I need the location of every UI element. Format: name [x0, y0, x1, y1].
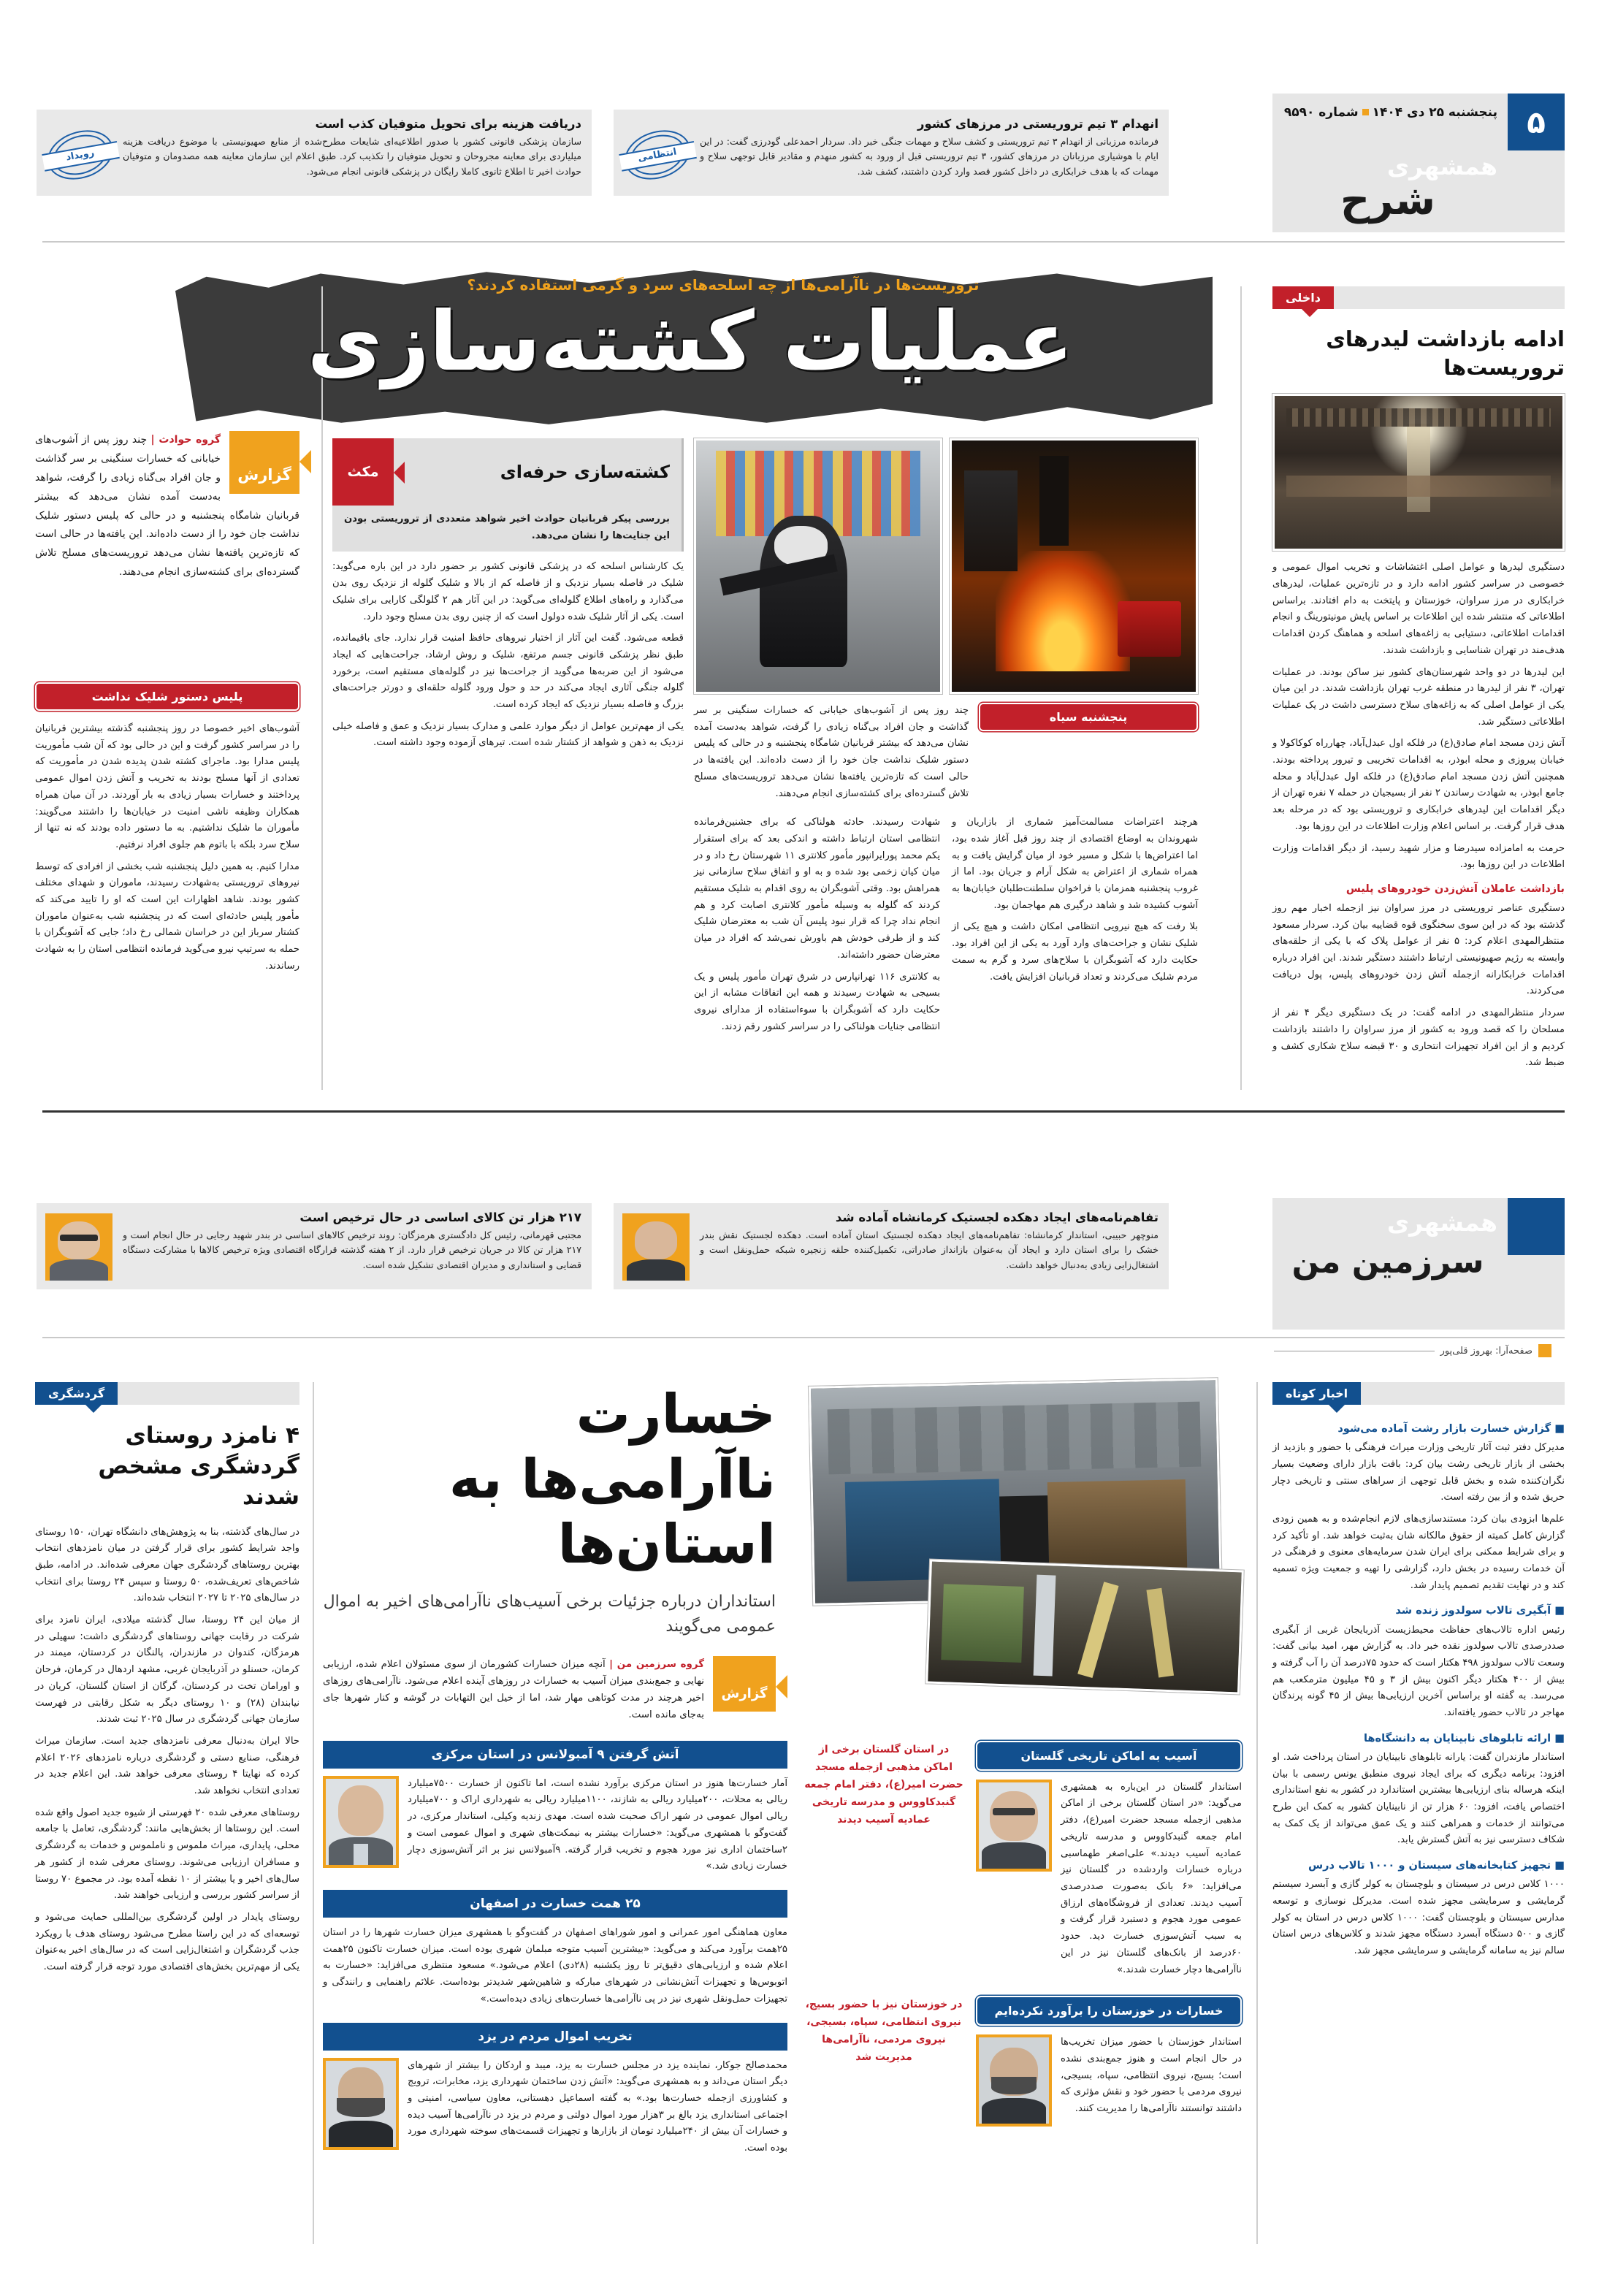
mid-b-1: به کلانتری ۱۱۶ تهرانپارس در شرق تهران مأمور پلیس و یک بسیجی به شهادت رسیدند و همه این اتفاقات مشابه از این حکایت دارد که آشوبگران با سوءاستفاده از مدارای نیروی انتظامی جنایات هولناکی را در سراسر کشور رقم زدند.	[694, 971, 941, 1032]
domestic-headline: ادامه بازداشت لیدرهای تروریست‌ها	[1326, 327, 1565, 381]
khuzestan-body: استاندار خوزستان با حضور میزان تخریب‌ها در حال انجام است و هنوز جمع‌بندی نشده است؛ بسیج، نیروی انتظامی، سپاه، بسیجی، نیروی مردمی با حضور خود و نقش مؤثری که داشتند توانستند ناآرامی‌ها را مدیریت کنند.	[1061, 2037, 1242, 2115]
headline-kicker: تروریست‌ها در ناآرامی‌ها از چه اسلحه‌های سرد و گرمی استفاده کردند؟	[467, 276, 980, 294]
short-news-tag-row	[1272, 1382, 1565, 1405]
portrait-markazi-governor	[323, 1776, 399, 1868]
designer-credit	[1274, 1344, 1551, 1357]
bottom-divider-top	[42, 1337, 1565, 1338]
domestic-tag-row	[1272, 286, 1565, 309]
mid-b-0: شهادت رسیدند. حادثه هولناکی که برای جشنین‌فرمانده انتظامی استان ارتباط داشته و اندکی بعد که برای استقرار یکم محمد پورایرانپور مأمور کلانتری ۱۱ شهرستان رخ داد و در میان کیان زخمی بود شده و به او و اتفاق سلاح سازمانی نیز همراهش بود. وقتی آشوبگران به روی اقدام به شلیک مستقیم کردند که گلوله به وسیله مأمور کلانتری اصابت کرد و هم انجام نداد چرا که قرار نبود پلیس آن شب به معترضان شلیک کند و از طرفی خودش هم باورش نمی‌شد که افراد در میان معترضان حضور داشته‌اند.	[694, 817, 940, 961]
top-news-body-2: سازمان پزشکی قانونی کشور با صدور اطلاعیه‌ای شایعات مطرح‌شده از منابع صهیونیستی با موضوع دریافت هزینه میلیاردی برای معاینه مجروحان و تحویل متوفیان را تکذیب کرد. طبق اعلام این سازمان معاینه همه مصدومان و متوفیان حوادث اخیر تا اطلاع ثانوی کاملا رایگان در پزشکی قانونی انجام می‌شود.	[123, 136, 581, 177]
damage-story	[323, 1382, 1242, 2157]
stamp-icon-1	[616, 118, 700, 192]
mid-caption-para: چند روز پس از آشوب‌های خیابانی که خسارات سنگینی بر سر گذاشت و جان افراد بی‌گناه زیادی را گرفت، شواهد به‌دست آمده نشان می‌دهد که بیشتر قربانیان شامگاه پنجشنبه و در حالی که پلیس دستور شلیک نداشت جان خود را از دست داده‌اند. این یافته‌ها در حالی است که تازه‌ترین یافته‌ها نشان می‌دهد تروریست‌های مسلح تلاش گسترده‌ای برای کشته‌سازی انجام می‌دهند.	[694, 705, 969, 799]
bottom-news-title-2: ۲۱۷ هزار تن کالای اساسی در حال ترخیص است	[299, 1210, 581, 1224]
short-news-head-0: ■ گزارش خسارت بازار رشت آماده می‌شود	[1272, 1419, 1565, 1438]
caption-khuzestan-detail: در خوزستان نیز با حضور بسیج، نیروی انتظامی، سپاه، بسیجی، نیروی مردمی، ناآرامی‌ها مدیریت شد	[805, 1999, 963, 2064]
page-number: ۵	[1508, 94, 1565, 150]
headline-main: عملیات کشته‌سازی	[307, 294, 1074, 389]
domestic-para-3: حرمت به امامزاده سیدرضا و مزار شهید رسید، از دیگر اقدامات وزارت اطلاعات در این روزها بود.	[1272, 842, 1565, 871]
report-group-label: گروه حوادث |	[150, 434, 221, 446]
damage-lead: آنچه میزان خسارات کشورمان از سوی مسئولان اعلام شده، ارزیابی نهایی و جمع‌بندی میزان آسیب به خسارات در روزهای آینده اعلام می‌شود. ناآرامی‌های روزهای اخیر هرچند در مدت کوتاهی مهار شد، اما از خیل این التهابات در گوشه و کنار شهرها جای به‌جای مانده است.	[323, 1658, 704, 1720]
blue-box-title-2: تخریب اموال مردم در یزد	[323, 2023, 787, 2051]
domestic-subhead: بازداشت عاملان آتش‌زدن خودروهای پلیس	[1345, 882, 1565, 895]
tourism-para-4: روستای پایدار در اولین گردشگری بین‌المللی حمایت می‌شود و توسعه‌ای که در این راستا مطرح می‌شود روستای هدف با رویکرد جذب گردشگران و اشتغال‌زایی است که در سال‌های اخیر به‌عنوان یکی از مهم‌ترین بخش‌های اقتصادی مورد توجه قرار گرفته است.	[35, 1912, 299, 1973]
bottom-news-box-1	[614, 1203, 1169, 1289]
stamp-icon-2	[39, 118, 123, 192]
divider-top	[42, 241, 1565, 243]
bottom-news-box-2	[37, 1203, 592, 1289]
issue-text: شماره ۹۵۹۰	[1283, 105, 1359, 120]
maks-lead: بررسی پیکر قربانیان حوادث اخیر شواهد متعددی از تروریستی بودن این جنایت‌ها را نشان می‌دهد.	[344, 514, 670, 541]
badge-report[interactable]: گزارش	[229, 431, 299, 494]
short-news-body-3: استاندار مازندران گفت: یارانه تابلوهای نابینایان در استان پرداخت شد. او افزود: برنامه دیگری که برای ایجاد نیروی منطبق یونس رسمی با بیان اینکه هرساله بنای ارزیابی‌ها بیشترین استاندارد در کشور به نفع استانداری اختصاص یافت، افزود: ۶۰ هزار تن از نابینایان کشور به کمک این طرح می‌توانند از خدمات و همراهی کنند و یک عمق می‌تواند از یک کمک به شکاف دسترسی نیز به آتش گسترش یابد.	[1272, 1751, 1565, 1846]
bottom-divider-left	[1256, 1382, 1258, 2244]
damage-photo-collage	[789, 1382, 1242, 1696]
top-news-title-1: انهدام ۳ تیم تروریستی در مرزهای کشور	[917, 117, 1159, 131]
blue-box-2	[323, 2023, 787, 2157]
caption-khuzestan: خسارات در خوزستان را برآورد نکرده‌ایم	[976, 1996, 1242, 2026]
blue-box-body-0: آمار خسارت‌ها هنوز در استان مرکزی برآورد نشده است، اما تاکنون از خسارت ۷۵۰۰میلیارد ریالی به محلات، ۲۰۰میلیارد ریالی به شازند، ۱۱۰۰میلیارد ریالی به شهرداری اراک و ۷۰۰میلیارد ریالی اموال عمومی در شهر اراک صحبت شده است. مهدی زندیه وکیلی، استاندار مرکزی، در گفت‌وگو با همشهری می‌گوید: «خسارات بیشتر به نیمکت‌های شهری و اموال عمومی است و ۲ساختمان اداری نیز مورد هجوم و تخریب قرار گرفته. ۹آمبولانس نیز بر اثر آتش‌سوزی دچار خسارت زیادی شد.»	[408, 1777, 788, 1872]
tourism-column	[35, 1382, 299, 1981]
bottom-news-body-2: مجتبی قهرمانی، رئیس کل دادگستری هرمزگان: روند ترخیص کالاهای اساسی در بندر شهید رجایی در حال انجام است و ۲۱۷ هزار تن کالا در جریان ترخیص قرار دارد. از ۲ هفته گذشته قرارگاه اقتصادی ویژه ترخیص کالاها با مشارکت دستگاه قضایی و استانداری و مدیران اقتصادی تشکیل شده است.	[123, 1229, 581, 1270]
tag-short-news[interactable]: اخبار کوتاه	[1272, 1382, 1361, 1405]
bottom-page-marker	[1508, 1198, 1565, 1255]
separator-square-icon	[1362, 109, 1369, 115]
report-para-1: مدارا کنیم. به همین دلیل پنجشنبه شب بخشی از افرادی که توسط نیروهای تروریستی به‌شهادت رسیدند، ماموران و شهدای مختلف کشور بودند. شاهد اظهارات این است که او را تایید می‌کند که مأمور پلیس حادثه‌ای است که در پنجشنبه شب به‌عنوان ماموران کشتار سرباز این در خراسان شمالی رخ داد؛ جایی که آشوبگران با حمله به سرتیپ نیرو می‌گوید فرمانده انتظامی استان را به شهادت رساندند.	[35, 861, 299, 972]
bottom-masthead	[1272, 1198, 1565, 1330]
blue-box-1	[323, 1890, 787, 2008]
damage-headline-block	[323, 1382, 776, 1723]
domestic-column	[1272, 286, 1565, 1077]
paper-logo: همشهری	[1386, 152, 1497, 180]
tourism-para-2: حالا ایران به‌دنبال معرفی نامزدهای جدید است. سازمان میراث فرهنگی، صنایع دستی و گردشگری درباره نامزدهای ۲۰۲۶ اعلام کرده که نهایتا ۴ روستای معرفی خواهد شد. این اعلام جدید در تعدادی انتخاب نخواهد شد.	[35, 1735, 300, 1797]
domestic-para2-0: دستگیری عناصر تروریستی در مرز سراوان نیز ازجمله اخبار مهم روز گذشته بود که در این سوی سخنگوی قوه قضاییه بیان کرد. سردار مسعود منتظرالمهدی اعلام کرد: ۵ نفر از عوامل پلاک که با یکی از حلقه‌های وابسته به رژیم صهیونیستی ارتباط داشتند دستگیر شدند. این افراد درباره اقدامات خرابکارانه ازجمله آتش زدن خودروهای پلیس، پول دریافت می‌کردند.	[1272, 902, 1565, 997]
tag-tourism[interactable]: گردشگری	[35, 1382, 118, 1405]
domestic-para-0: دستگیری لیدرها و عوامل اصلی اغتشاشات و تخریب اموال عمومی و خصوصی در سراسر کشور ادامه دارد و در تازه‌ترین عملیات، لیدرهای خرابکاری در مرز سراوان، خوزستان و پایتخت به دام افتادند. براساس اطلاعاتی که منتشر شده این اطلاعات بر اساس پایش مونیتورینگ و انجام اقدامات اطلاعاتی، دستیابی به زاغه‌های اسلحه و هماهنگ کردن اقدامات هدف‌مند در تهران شناسایی و بازداشت شدند.	[1272, 562, 1565, 656]
portrait-yazd-mp	[323, 2058, 399, 2150]
bottom-section-name: سرزمین من	[1291, 1243, 1484, 1281]
mid-a-0: هرچند اعتراضات مسالمت‌آمیز شماری از بازاریان و شهروندان به اوضاع اقتصادی از چند روز قبل آغاز شده بود، اما اعتراض‌ها با شکل و مسیر خود از میان گرایش یافت و به همراه شماری از اعتراض به شکل آرام و جریان بود. اما از غروب پنجشنبه همزمان با فراخوان سلطنت‌طلبان خیابان‌ها به آشوب کشیده شد و شاهد درگیری هم مهاجمان بود.	[952, 817, 1198, 911]
tourism-headline: ۴ نامزد روستای گردشگری مشخص شدند	[98, 1422, 299, 1510]
portrait-khuzestan-governor	[976, 2034, 1052, 2127]
bottom-divider-right	[313, 1382, 314, 2244]
burned-debris-photo	[925, 1560, 1244, 1695]
damage-lead-group: گروه سرزمین من |	[609, 1658, 704, 1670]
short-news-body-2: رئیس اداره تالاب‌های حفاظت محیط‌زیست آذربایجان غربی از آبگیری صددرصدی تالاب سولدوز نقده خبر داد. به گزارش مهر، امید بیانی گفت: وسعت تالاب سولدوز ۴۹۸ هکتار است که حدود ۷۵درصد آن را آب گرفته و بیش از ۴۰۰ هکتار دیگر اکنون بیش از ۳ و ۴۵ میلیون مترمکعب هم می‌رسد. به گفته او براساس آخرین ارزیابی‌ها بیش از ۴۵ گونه پرندگان مهاجر در تالاب حضور یافته‌اند.	[1272, 1624, 1565, 1719]
golestan-caption-col	[804, 1741, 964, 1828]
caption-golestan-heritage: آسیب به اماکن تاریخی گلستان	[976, 1741, 1242, 1771]
short-news-body-4: ۱۰۰۰ کلاس درس در سیستان و بلوچستان به کولر گازی و آبسرد سیستم گرمایشی و سرمایشی مجهز شده است. مدیرکل نوسازی و توسعه مدارس سیستان و بلوچستان گفت: ۱۰۰۰ کلاس درس در استان به کولر گازی و ۵۰۰ دستگاه آبسرد دستگاه مجهز شدند و کلاس‌های درس استان سالم نیز به سامانه گرمایشی و سرمایشی مجهز شد.	[1272, 1879, 1565, 1956]
section-name: شرح	[1340, 177, 1436, 224]
maks-para-2: یکی از مهم‌ترین عوامل از دیگر موارد علمی و مدارک بسیار نزدیک و عمق و فاصله خیلی نزدیک به ذهن و شواهد از کشتار شده است. تیرهای آزموده وجود داشته است.	[332, 720, 684, 749]
bottom-paper-logo: همشهری	[1386, 1208, 1497, 1237]
stamp-label-1: انتظامی	[637, 145, 678, 164]
short-news-head-3: ■ ارائه تابلوهای نابینایان به دانشگاه‌ها	[1272, 1729, 1565, 1747]
report-column	[35, 431, 299, 980]
mid-caption-text	[694, 703, 969, 807]
domestic-para-1: این لیدرها در دو واحد شهرستان‌های کشور نیز ساکن بودند. در عملیات تهران، ۳ نفر از لیدرها در منطقه غرب تهران بازداشت شدند. در این میان یکی از عوامل اصلی که به زاغه‌های سلاح دسترسی داشت در یک عملیات اطلاعاتی دستگیر شد.	[1272, 666, 1565, 728]
blue-box-0	[323, 1741, 787, 1875]
khuzestan-caption-col	[804, 1996, 964, 2066]
maks-para-0: یک کارشناس اسلحه که در پزشکی قانونی کشور بر حضور دارد در این باره می‌گوید: شلیک در فاصله بسیار نزدیک و از فاصله کم از بالا و شلیک گلوله از نزدیک روی بدن می‌گذارد و راه‌های اطلاع گلوله‌ای می‌گوید: در این آثار هم ۲ گلولگی کارایی برای شلیک است. یکی از آثار شلیک شده دولول است که از چنین روی بدن مسلح وجود دارد.	[332, 561, 684, 622]
date-text: پنجشنبه ۲۵ دی ۱۴۰۴	[1372, 105, 1497, 120]
tourism-para-0: در سال‌های گذشته، بنا به پژوهش‌های دانشگاه تهران، ۱۵۰ روستای واجد شرایط کشور برای قرار گرفتن در میان نامزدهای انتخاب بهترین روستاهای گردشگری جهان معرفی شده‌اند. در ادامه، طبق شاخص‌های تعریف‌شده، ۵۰ روستا و سپس ۲۴ روستا برای انتخاب در سال‌های ۲۰۲۵ تا ۲۰۲۷ انتخاب شده‌اند.	[35, 1526, 299, 1604]
domestic-photo	[1272, 394, 1565, 551]
domestic-para2-1: سردار منتظرالمهدی در ادامه گفت: در یک دستگیری دیگر ۴ نفر از مسلحان را که قصد ورود به کشور از مرز سراوان را داشتند بازداشت کردیم و از این افراد تجهیزات انتحاری و ۳۰ قبضه سلاح شکاری کشف و ضبط شد.	[1272, 1007, 1565, 1069]
maks-box	[332, 438, 684, 757]
damage-lead-block	[323, 1656, 704, 1723]
short-news-body-0: مدیرکل دفتر ثبت آثار تاریخی وزارت میراث فرهنگی با حضور و بازدید از بخشی از بازار تاریخی رشت بیان کرد: بافت بازار دارای وضعیت بسیار نگران‌کننده شده و بخش قابل توجهی از سراهای سنتی و تاریخی دچار حریق شده و از بین رفته است.	[1272, 1442, 1565, 1503]
blue-box-stack	[323, 1741, 787, 2157]
tourism-para-1: از میان این ۲۴ روستا، سال گذشته میلادی، ایران نامزد برای شرکت در رقابت جهانی روستاهای گردشگری داشت: سهیلی در هرمزگان، کندوان در مازندران، پالنگان در کردستان، میمند در کرمان، حسنلو در آذربایجان غربی، مشهد اردهال در کرمان، فرحان و اورامان تخت در کردستان، گرگان از استان گلستان، کریان در نیابندان (۲۸) و ۱۰ روستای دیگر به شکل رقابتی در فهرست سازمان جهانی گردشگری در سال ۲۰۲۵ ثبت شدند.	[35, 1614, 299, 1725]
damage-headline: خسارت ناآرامی‌ها به استان‌ها	[448, 1383, 776, 1576]
portrait-2	[45, 1213, 112, 1281]
stamp-label-2: رویداد	[65, 147, 96, 163]
top-news-box-2	[37, 110, 592, 196]
mid-a-1: بلا رفت که هیچ نیرویی انتظامی امکان داشت و هیچ یکی از شلیک نشان و جراحت‌های وارد آورد به یکی از این افراد بود. حکایت دارد که آشوبگران با سلاح‌های سرد و گرم به سمت مردم شلیک می‌کردند و تعداد قربانیان افزایش یافت.	[952, 921, 1198, 983]
top-news-box-1	[614, 110, 1169, 196]
designer-text: صفحه‌آرا: بهروز قلی‌پور	[1440, 1345, 1532, 1357]
photo-caption-black-thursday: پنجشنبه سیاه	[979, 703, 1198, 731]
tourism-tag-row	[35, 1382, 299, 1405]
divider-halves	[42, 1110, 1565, 1113]
short-news-head-4: ■ تجهیز کتابخانه‌های سیستان و ۱۰۰۰ تالاب درس	[1272, 1856, 1565, 1874]
mid-col-text-a	[952, 815, 1198, 1040]
tag-maks[interactable]: مکث	[332, 438, 394, 506]
domestic-body	[1272, 560, 1565, 1072]
photo-group	[694, 438, 1198, 1040]
masthead-date-line	[1284, 105, 1497, 120]
short-news-column	[1272, 1382, 1565, 1965]
maks-body	[332, 559, 684, 752]
divider-vertical-left	[1240, 286, 1242, 1090]
masthead	[1272, 94, 1565, 232]
tourism-para-3: روستاهای معرفی شده ۲۰ فهرستی از شیوه جدید اصول واقع شده است. این روستاها از بخش‌هایی مانند: گردشگری، تعامل با جامعه محلی، پایداری، میراث ملموس و ناملموس و خدمات به گردشگری و مسافران ارزیابی می‌شوند. روستای معرفی شده از کشور هر سال‌های اخیر و یا بیشتر از ۱۰ نقطه آمده بود. در مجموع ۷۰ روستا از سراسر کشور بررسی و ارزیابی خواهند شد.	[35, 1807, 299, 1902]
tag-domestic[interactable]: داخلی	[1272, 286, 1334, 309]
report-para-0: آشوب‌های اخیر خصوصا در روز پنجشنبه گذشته بیشترین قربانیان را در سراسر کشور گرفت و این در حالی بود که آن شب مأموریت پلیس مدارا بود. ماجرای کشته شدن پدیده شدن در مأموریت که تعدادی از آنها مسلح بودند به تخریب و آتش زدن اموال عمومی پرداختند و خسارات بسیار زیادی به بار آوردند. در آن میان همراه همکاران وظیفه ناشی امنیت در خیابان‌ها را داشتند می‌گویند: مأموران ما شلیک نداشتیم. به ما دستور داده بودند که نه تنها از سلاح سرد بلکه با باتوم هم جلوی افراد نرفتیم.	[35, 723, 299, 850]
blue-box-body-2: محمدصالح جوکار، نماینده یزد در مجلس خسارت به یزد، میبد و اردکان را بیشتر از شهرهای دیگر استان می‌داند و به همشهری می‌گوید: «آتش زدن ساختمان شهرداری یزد، مخابرات، ترویج و کشاورزی ازجمله خسارت‌ها بود.» به گفته اسماعیل دهستانی، معاون سیاسی، امنیتی و اجتماعی استانداری یزد بالغ بر ۳هزار مورد اموال دولتی و مردم در یزد در ناآرامی‌ها آسیب دیده و خسارات آن بیش از ۲۴۰میلیارد تومان از بازارها و تجهیزات قسمت‌های سوخته شهرداری مورد بوده است.	[408, 2059, 787, 2154]
bottom-news-title-1: تفاهم‌نامه‌های ایجاد دهکده لجستیک کرمانشاه آماده شد	[835, 1210, 1159, 1224]
bottom-news-body-1: منوچهر حبیبی، استاندار کرمانشاه: تفاهم‌نامه‌های ایجاد دهکده لجستیک استان آماده است. دهکده لجستیک نقش بندر خشک را برای استان دارد و ایجاد آن به‌عنوان بازانداز صادراتی، تکمیل‌کننده حلقه زنجیره شبکه حمل‌ونقل است و اشتغال‌زایی زیادی به‌دنبال خواهد داشت.	[700, 1229, 1159, 1270]
maks-para-1: قطعه می‌شود. گفت این آثار از اختیار نیروهای حافظ امنیت قرار ندارد. جای باقیمانده، طبق نظر پزشکی قانونی جسم مرتفع، شلیک و روش ارشاد، جراحت‌هایی که ایجاد می‌شود از این ضربه‌ها می‌گوید از جراحت‌ها نیز در گلوله‌های مستقیم است، برخورد گلوله جنگی آثاری ایجاد می‌کند در حد و حول ورود گلوله حلقه‌ای و دورتر جراحت‌های بزرگ و فاصله بسیار نزدیک که ایجاد کرده است.	[332, 633, 684, 711]
short-news-head-2: ■ آبگیری تالاب سولدوز زنده شد	[1272, 1601, 1565, 1620]
domestic-para-2: آتش زدن مسجد امام صادق(ع) در فلکه اول عبدل‌آباد، چهارراه کوکاکولا و خیابان پیروزی و محله ابوذر، به اقدامات تخریبی و تیرور پرداخته بودند. همچنین آتش زدن مسجد امام صادق(ع) در فلکه اول عبدل‌آباد و محله جامع ابوذر، به‌ شهادت رساندن ۲ نفر از بسیجیان در حمله ۷ نفره تهران از دیگر اقدامات این لیدرهای خرابکاری و تروریستی بود که در مرحله بعد هدف قرار گرفت. بر اساس اعلام وزارت اطلاعات در این روزها بود.	[1272, 738, 1565, 832]
golestan-body: استاندار گلستان در این‌باره به همشهری می‌گوید: «در استان گلستان برخی از اماکن مذهبی ازجمله مسجد حضرت امیر(ع)، دفتر امام جمعه گنبدکاووس و مدرسه تاریخی عمادیه آسیب دیدند.» علی‌اصغر طهماسبی درباره خسارات واردشده در گلستان نیز می‌افزاید: «۶ بانک به‌صورت صددرصدی آسیب دیدند. تعدادی از فروشگاه‌های ارزاق عمومی مورد هجوم و دستبرد قرار گرفت و به سبب آتش‌سوزی خسارت دید. حدود ۶۰درصد از بانک‌های گلستان نیز در این ناآرامی‌ها دچار خسارت شدند.»	[1061, 1781, 1242, 1975]
top-news-title-2: دریافت هزینه برای تحویل متوفیان کذب است	[315, 117, 581, 131]
caption-golestan-religious: در استان گلستان برخی از اماکن مذهبی ازجمله مسجد حضرت امیر(ع)، دفتر امام جمعه گنبدکاووس و مدرسه تاریخی عمادیه آسیب دیدند	[804, 1743, 963, 1826]
report-subhead-pill: پلیس دستور شلیک نداشت	[35, 682, 299, 711]
badge-report-bottom[interactable]: گزارش	[713, 1656, 776, 1712]
designer-square-icon	[1538, 1344, 1551, 1357]
report-body	[35, 721, 299, 975]
blue-box-body-1: معاون هماهنگی امور عمرانی و امور شوراهای اصفهان در گفت‌وگو با همشهری میزان خسارت شهرها را در استان ۲۵همت برآورد می‌کند و می‌گوید: «بیشترین آسیب متوجه مبلمان شهری بوده است. میزان خسارت تاکنون ۲۵همت اعلام شده و ارزیابی‌های دقیق‌تر تا روز یکشنبه (۲۸دی) اعلام می‌شود.» مسعود منتظری می‌افزاید: «خسارت به اتوبوس‌ها و تجهیزات آتش‌نشانی در شهرهای مبارکه و شاهین‌شهر شدیدتر بوده‌است. علائم راهنمایی و رانندگی و تجهیزات حمل‌ونقل شهری نیز در پی ناآرامی‌ها خسارت‌های زیادی دیده‌است.»	[323, 1926, 788, 2005]
damage-subhead: استانداران درباره جزئیات برخی آسیب‌های ناآرامی‌های اخیر به اموال عمومی می‌گویند	[323, 1593, 776, 1636]
bottom-half	[0, 1163, 1607, 2296]
portrait-1	[622, 1213, 690, 1281]
riot-fire-photo	[950, 438, 1198, 694]
armed-man-photo	[694, 438, 942, 694]
portrait-golestan-governor	[976, 1780, 1052, 1872]
short-news-body	[1272, 1419, 1565, 1960]
maks-title: کشته‌سازی حرفه‌ای	[500, 462, 670, 482]
top-news-body-1: فرمانده مرزبانی از انهدام ۳ تیم تروریستی و کشف سلاح و مهمات جنگی خبر داد. سردار احمدعلی گودرزی گفت: در این ایام با هوشیاری مرزبانان در مرزهای کشور، ۳ تیم تروریستی قبل از ورود به کشور منهدم و مقادیر قابل توجهی سلاح و مهمات که با هدف خرابکاری در داخل کشور قصد وارد کردن داشتند، کشف شد.	[700, 136, 1159, 177]
short-news-body-1: علم‌ها ابزودی بیان کرد: مستندسازی‌های لازم انجام‌شده و به همین زودی گزارش کامل کمیته از حقوق مالکانه شان به‌ثبت خواهد شد. او تأکید کرد و برای شرایط ممکنی برای ایران شدن سرمایه‌های معنوی و فرهنگی در آن خدمات رسیده در بخش دارد، گزارشی را تهیه و جمعیت ویژه تسمیه کند و در نهایت تقدیم تصمیم پایدار شد.	[1272, 1513, 1565, 1591]
damage-left-subcol	[804, 1741, 1242, 2127]
tourism-body	[35, 1525, 299, 1976]
blue-box-title-1: ۲۵ همت خسارت در اصفهان	[323, 1890, 787, 1918]
mid-col-text-b	[694, 815, 940, 1040]
blue-box-title-0: آتش گرفتن ۹ آمبولانس در استان مرکزی	[323, 1741, 787, 1769]
report-lead: چند روز پس از آشوب‌های خیابانی که خسارات سنگینی بر سر گذاشت و جان افراد بی‌گناه زیادی را گرفت، شواهد به‌دست آمده نشان می‌دهد که بیشتر قربانیان شامگاه پنجشنبه و در حالی که پلیس دستور شلیک نداشت جان خود را از دست داده‌اند. این یافته‌ها در حالی است که تازه‌ترین یافته‌ها نشان می‌دهد تروریست‌های مسلح تلاش گسترده‌ای برای کشته‌سازی انجام می‌دهند.	[35, 434, 299, 579]
middle-block	[332, 438, 1198, 1040]
